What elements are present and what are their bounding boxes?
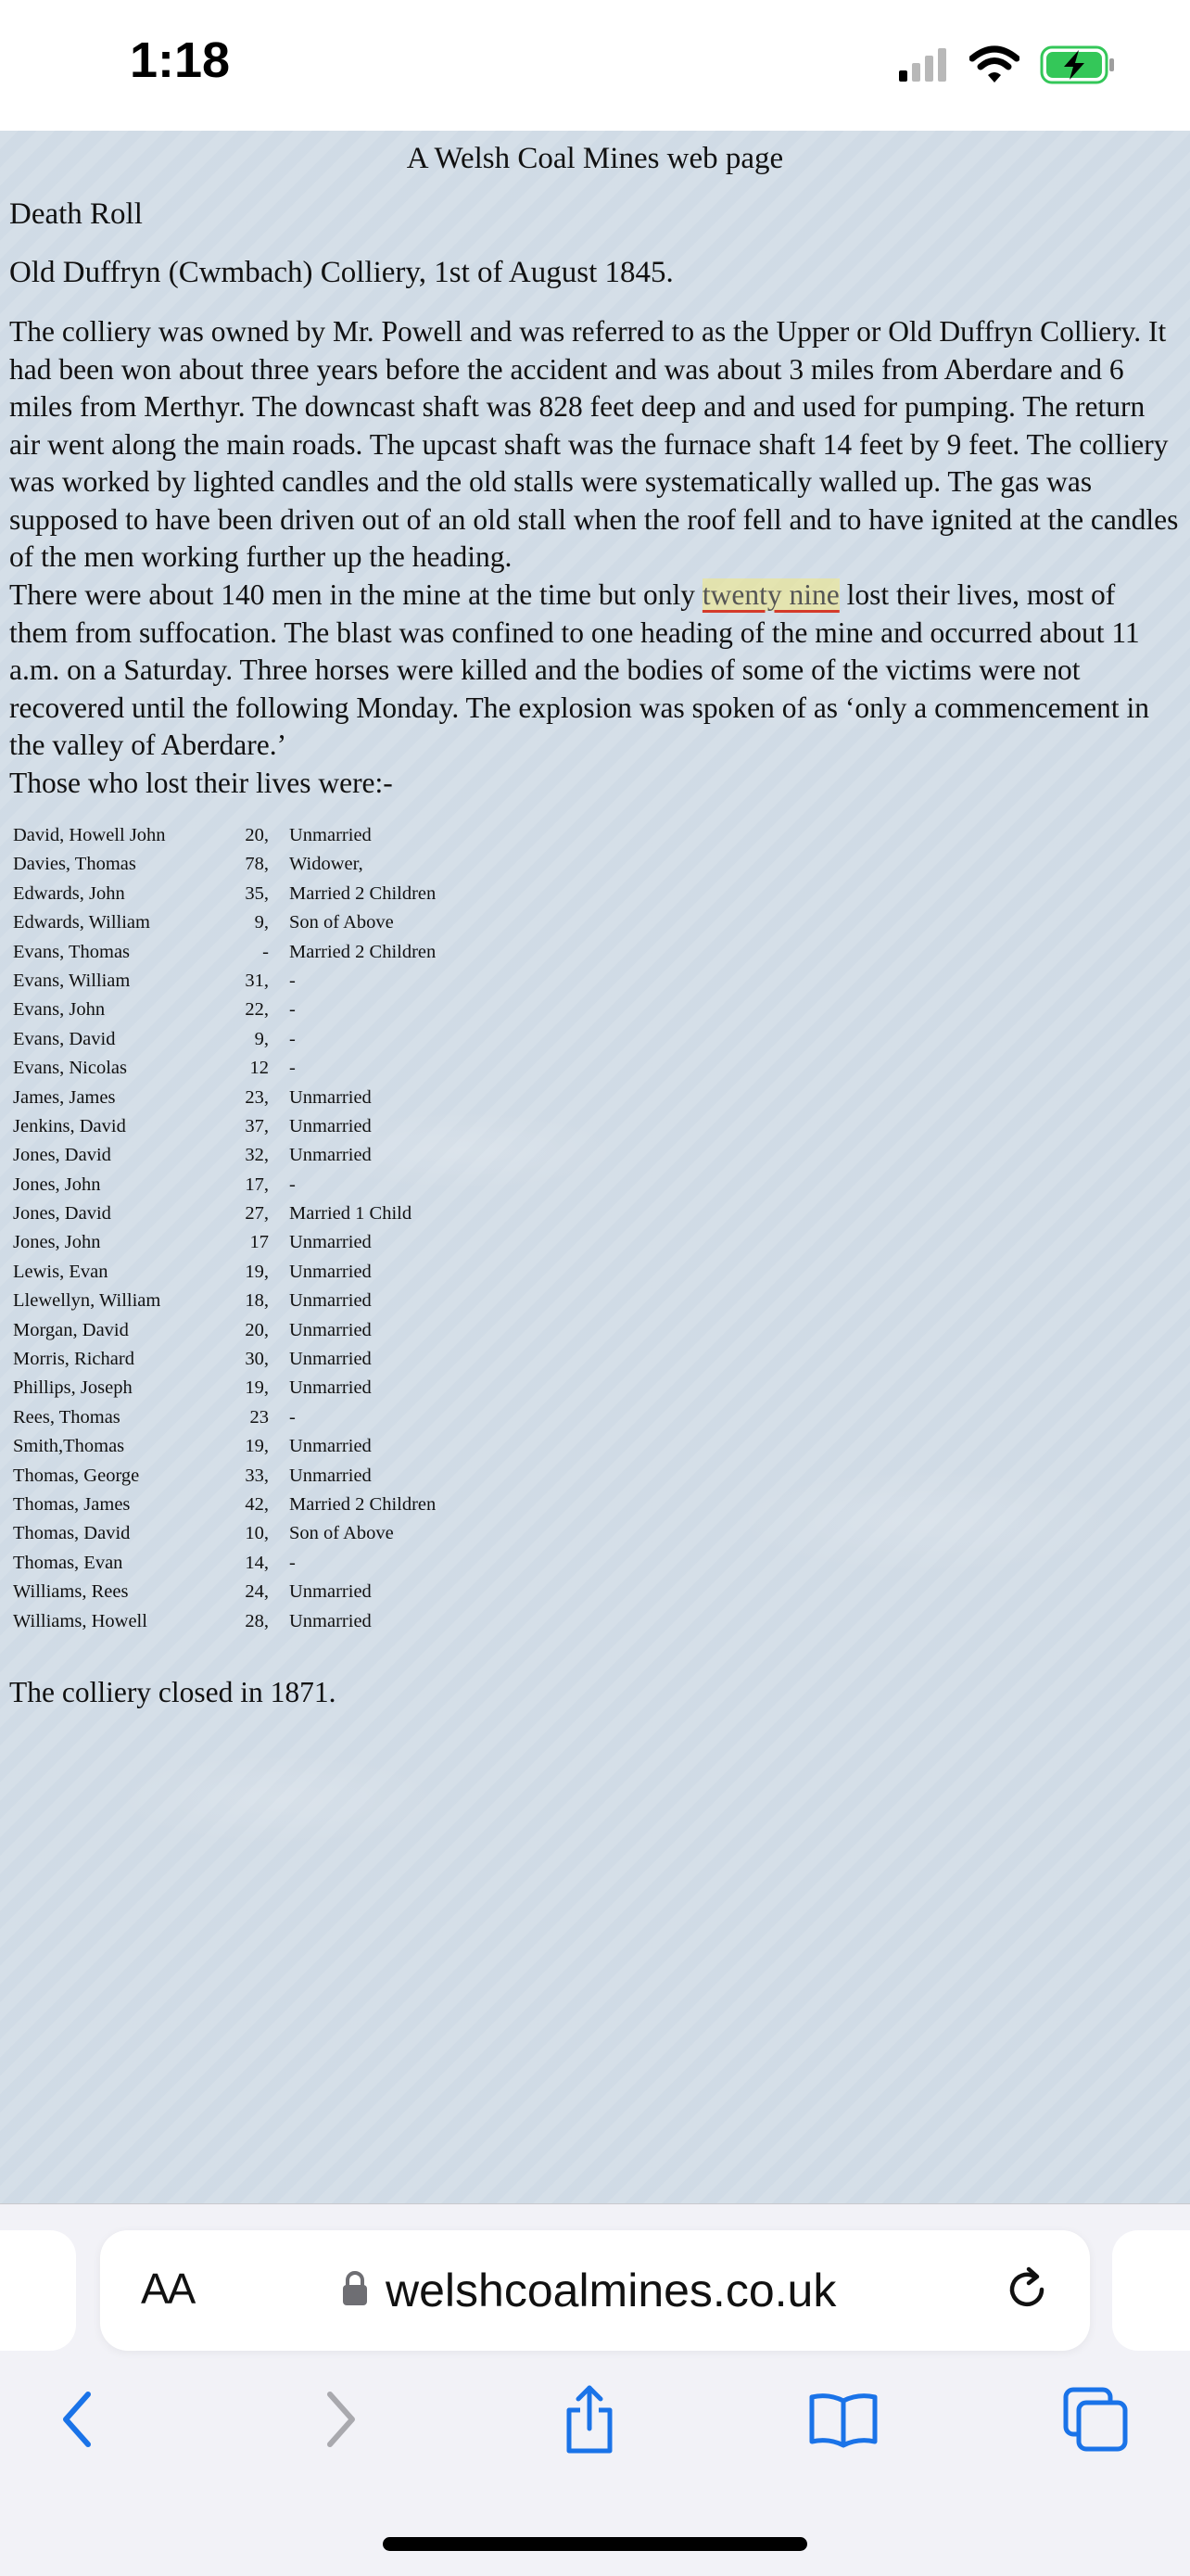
victim-status: Unmarried <box>289 1377 372 1399</box>
victim-name: Jones, David <box>13 1203 111 1225</box>
victim-age: 12 <box>249 1058 269 1079</box>
victim-name: Rees, Thomas <box>13 1406 120 1428</box>
victim-status: Unmarried <box>289 1232 372 1253</box>
address-bar[interactable] <box>100 2230 1090 2351</box>
victim-age: 20, <box>245 1319 269 1340</box>
victim-name: David, Howell John <box>13 825 166 845</box>
victim-status: Unmarried <box>289 1465 372 1486</box>
victim-status: Son of Above <box>289 912 394 933</box>
victim-age: 30, <box>245 1349 269 1370</box>
victim-status: Widower, <box>289 854 363 875</box>
victim-age: 23 <box>249 1406 269 1428</box>
home-indicator[interactable] <box>383 2537 807 2551</box>
victim-status: Married 2 Children <box>289 882 437 904</box>
victim-status: - <box>289 1174 296 1195</box>
page-heading: A Welsh Coal Mines web page <box>406 142 784 175</box>
back-icon[interactable] <box>41 2382 115 2456</box>
victim-age: 33, <box>245 1465 269 1486</box>
victim-name: Phillips, Joseph <box>13 1377 133 1399</box>
victim-status: Unmarried <box>289 1145 372 1166</box>
victim-status: Unmarried <box>289 1261 372 1282</box>
victim-age: 32, <box>245 1145 269 1166</box>
victim-age: 23, <box>245 1086 269 1108</box>
victim-status: - <box>289 1058 296 1079</box>
victim-status: Married 1 Child <box>289 1203 412 1225</box>
highlighted-text[interactable]: twenty nine <box>702 578 840 611</box>
victim-age: 78, <box>245 854 269 875</box>
victim-name: Thomas, Evan <box>13 1552 123 1573</box>
victim-age: 17 <box>249 1232 269 1253</box>
victim-age: 37, <box>245 1115 269 1136</box>
closing-note: The colliery closed in 1871. <box>9 1676 336 1708</box>
victim-age: 10, <box>245 1523 269 1544</box>
victim-name: Jones, John <box>13 1174 101 1195</box>
next-tab-preview[interactable] <box>1112 2230 1190 2351</box>
victim-name: Evans, John <box>13 999 106 1021</box>
tabs-icon[interactable] <box>1058 2382 1133 2456</box>
status-icons <box>897 41 1116 93</box>
url-text[interactable]: welshcoalmines.co.uk <box>386 2265 837 2316</box>
victim-name: Jones, David <box>13 1145 111 1166</box>
victim-name: Evans, William <box>13 970 131 991</box>
victim-status: Unmarried <box>289 1086 372 1108</box>
victim-status: Married 2 Children <box>289 1493 437 1515</box>
victim-status: Unmarried <box>289 1290 372 1312</box>
victim-name: Edwards, John <box>13 882 125 904</box>
victim-name: Jenkins, David <box>13 1115 126 1136</box>
victim-status: Married 2 Children <box>289 941 437 962</box>
lock-icon <box>341 2270 369 2312</box>
casualties-text-start: There were about 140 men in the mine at the time but only <box>9 578 703 611</box>
victim-age: 17, <box>245 1174 269 1195</box>
victim-name: James, James <box>13 1086 116 1108</box>
victim-name: Evans, Thomas <box>13 941 131 962</box>
victim-status: Unmarried <box>289 1319 372 1340</box>
victim-status: Unmarried <box>289 1349 372 1370</box>
victims-intro: Those who lost their lives were:- <box>9 767 393 799</box>
previous-tab-preview[interactable] <box>0 2230 76 2351</box>
victim-status: Unmarried <box>289 825 372 845</box>
url-display[interactable] <box>341 2258 836 2323</box>
victim-name: Lewis, Evan <box>13 1261 108 1282</box>
victim-age: 24, <box>245 1581 269 1603</box>
victim-age: 42, <box>245 1493 269 1515</box>
casualties-paragraph <box>9 577 1181 765</box>
cellular-signal-icon <box>897 46 949 88</box>
status-time: 1:18 <box>130 32 231 88</box>
bookmarks-icon[interactable] <box>806 2382 880 2456</box>
reload-icon[interactable] <box>1001 2264 1053 2320</box>
section-title: Death Roll <box>9 197 143 231</box>
victim-name: Edwards, William <box>13 912 150 933</box>
victim-name: Thomas, James <box>13 1493 131 1515</box>
web-content[interactable] <box>0 131 1190 2203</box>
victim-age: 18, <box>245 1290 269 1312</box>
victim-age: 9, <box>254 912 269 933</box>
victim-status: Unmarried <box>289 1581 372 1603</box>
victim-age: - <box>262 941 269 962</box>
victim-status: - <box>289 970 296 991</box>
victim-status: Unmarried <box>289 1115 372 1136</box>
victim-age: 22, <box>245 999 269 1021</box>
status-bar <box>0 0 1190 131</box>
battery-charging-icon <box>1040 44 1116 90</box>
victim-name: Davies, Thomas <box>13 854 136 875</box>
share-icon[interactable] <box>552 2382 627 2456</box>
victim-name: Evans, David <box>13 1028 116 1049</box>
description-paragraph: The colliery was owned by Mr. Powell and was referred to as the Upper or Old Duffryn Colliery. It had been won about three years before the accident and was about 3 miles from Aberdare and 6 miles from Merthyr. The downcast shaft was 828 feet deep and and used for pumping. The return air went along the main roads. The upcast shaft was the furnace shaft 14 feet by 9 feet. The colliery was worked by lighted candles and the old stalls were systematically walled up. The gas was supposed to have been driven out of an old stall when the roof fell and to have ignited at the candles of the men working further up the heading. <box>9 315 1179 573</box>
forward-icon[interactable] <box>303 2382 377 2456</box>
victim-status: - <box>289 1552 296 1573</box>
victim-name: Llewellyn, William <box>13 1290 161 1312</box>
victim-name: Thomas, David <box>13 1523 131 1544</box>
victim-age: 19, <box>245 1377 269 1399</box>
victim-status: - <box>289 999 296 1021</box>
victim-age: 27, <box>245 1203 269 1225</box>
victim-age: 19, <box>245 1261 269 1282</box>
victim-name: Jones, John <box>13 1232 101 1253</box>
victim-age: 31, <box>245 970 269 991</box>
victim-age: 28, <box>245 1610 269 1631</box>
victim-name: Morgan, David <box>13 1319 129 1340</box>
victim-name: Morris, Richard <box>13 1349 134 1370</box>
victim-name: Williams, Rees <box>13 1581 129 1603</box>
victim-status: - <box>289 1028 296 1049</box>
casualties-text-end: lost their lives, most of them from suffocation. The blast was confined to one heading of the mine and occurred about 11 a.m. on a Saturday. Three horses were killed and the bodies of some of the victims were not recovered until the following Monday. The explosion was spoken of as ‘only a commencement in the valley of Aberdare.’ <box>9 578 1149 761</box>
victim-age: 9, <box>254 1028 269 1049</box>
browser-toolbar <box>0 2362 1190 2473</box>
browser-chrome <box>0 2203 1190 2576</box>
victim-age: 19, <box>245 1436 269 1457</box>
victim-name: Smith,Thomas <box>13 1436 125 1457</box>
victim-status: Son of Above <box>289 1523 394 1544</box>
wifi-icon <box>969 45 1019 89</box>
victim-name: Thomas, George <box>13 1465 140 1486</box>
victim-age: 14, <box>245 1552 269 1573</box>
victim-status: - <box>289 1406 296 1428</box>
victim-name: Williams, Howell <box>13 1610 147 1631</box>
text-size-button[interactable]: AA <box>141 2265 195 2313</box>
victim-status: Unmarried <box>289 1436 372 1457</box>
victim-age: 20, <box>245 825 269 845</box>
victim-name: Evans, Nicolas <box>13 1058 127 1079</box>
colliery-subtitle: Old Duffryn (Cwmbach) Colliery, 1st of August 1845. <box>9 256 674 289</box>
victim-status: Unmarried <box>289 1610 372 1631</box>
victim-age: 35, <box>245 882 269 904</box>
